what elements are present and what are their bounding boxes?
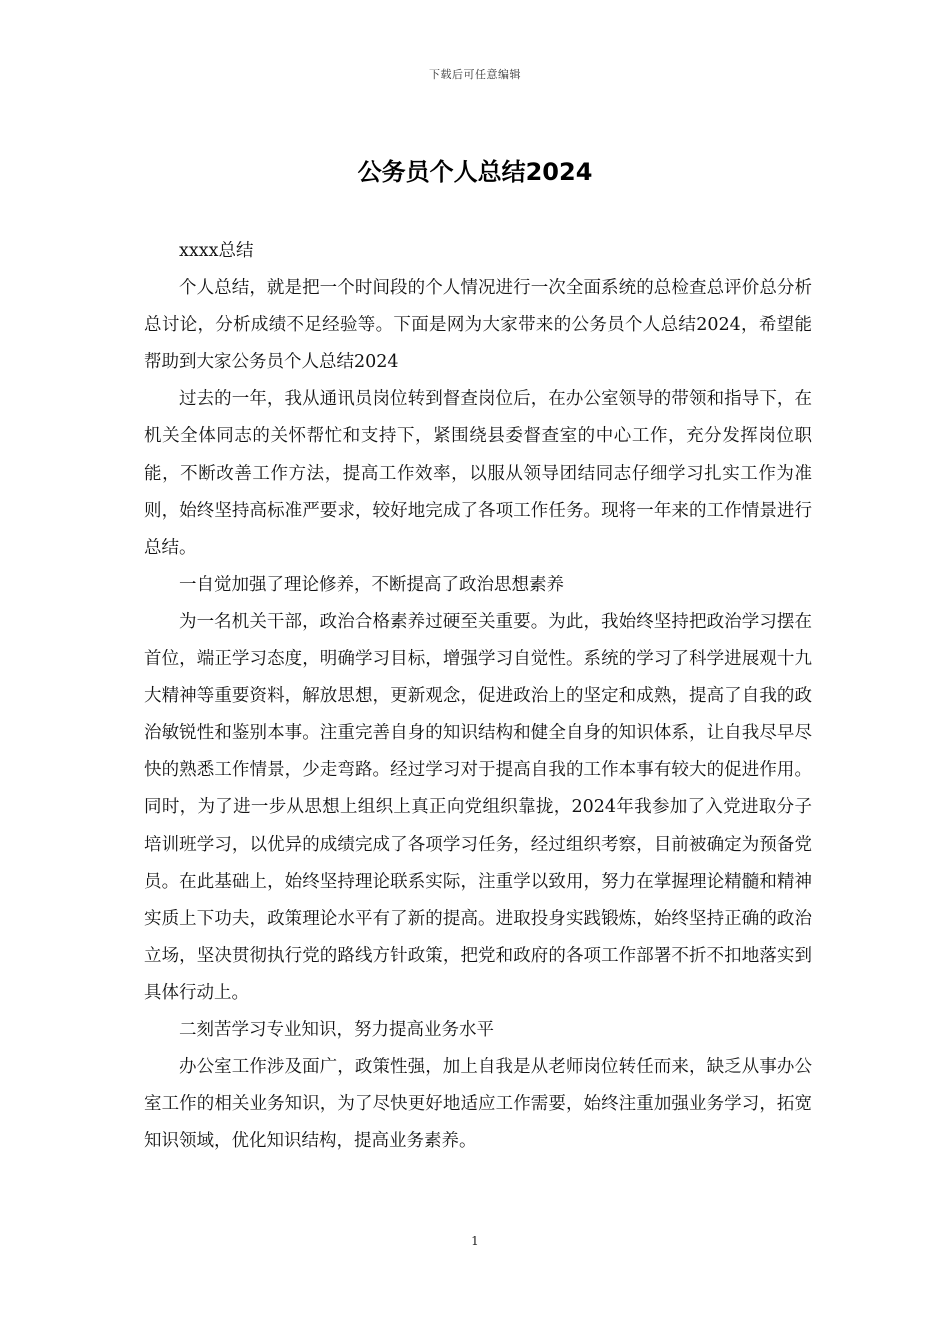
paragraph-intro: 个人总结，就是把一个时间段的个人情况进行一次全面系统的总检查总评价总分析总讨论，分析成绩不足经验等。下面是网为大家带来的公务员个人总结2024，希望能帮助到大家公务员个人总结2024 — [144, 278, 812, 373]
paragraph-office-work: 办公室工作涉及面广，政策性强，加上自我是从老师岗位转任而来，缺乏从事办公室工作的相关业务知识，为了尽快更好地适应工作需要，始终注重加强业务学习，拓宽知识领域，优化知识结构，提高业务素养。 — [144, 1057, 812, 1152]
paragraph-past-year: 过去的一年，我从通讯员岗位转到督查岗位后，在办公室领导的带领和指导下，在机关全体同志的关怀帮忙和支持下，紧围绕县委督查室的中心工作，充分发挥岗位职能，不断改善工作方法，提高工作效率，以服从领导团结同志仔细学习扎实工作为准则，始终坚持高标准严要求，较好地完成了各项工作任务。现将一年来的工作情景进行总结。 — [144, 389, 812, 558]
section-heading-theory: 一自觉加强了理论修养，不断提高了政治思想素养 — [179, 574, 564, 595]
page-number: 1 — [471, 1234, 479, 1248]
header-note: 下载后可任意编辑 — [429, 68, 521, 81]
document-title: 公务员个人总结2024 — [357, 158, 593, 186]
paragraph-summary-label: xxxx总结 — [179, 241, 254, 261]
paragraph-political-study: 为一名机关干部，政治合格素养过硬至关重要。为此，我始终坚持把政治学习摆在首位，端正学习态度，明确学习目标，增强学习自觉性。系统的学习了科学进展观十九大精神等重要资料，解放思想，更新观念，促进政治上的坚定和成熟，提高了自我的政治敏锐性和鉴别本事。注重完善自身的知识结构和健全自身的知识体系，让自我尽早尽快的熟悉工作情景，少走弯路。经过学习对于提高自我的工作本事有较大的促进作用。同时，为了进一步从思想上组织上真正向党组织靠拢，2024年我参加了入党进取分子培训班学习，以优异的成绩完成了各项学习任务，经过组织考察，目前被确定为预备党员。在此基础上，始终坚持理论联系实际，注重学以致用，努力在掌握理论精髓和精神实质上下功夫，政策理论水平有了新的提高。进取投身实践锻炼，始终坚持正确的政治立场，坚决贯彻执行党的路线方针政策，把党和政府的各项工作部署不折不扣地落实到具体行动上。 — [144, 611, 812, 1003]
document-body — [144, 233, 812, 1160]
section-heading-professional: 二刻苦学习专业知识，努力提高业务水平 — [179, 1019, 494, 1040]
